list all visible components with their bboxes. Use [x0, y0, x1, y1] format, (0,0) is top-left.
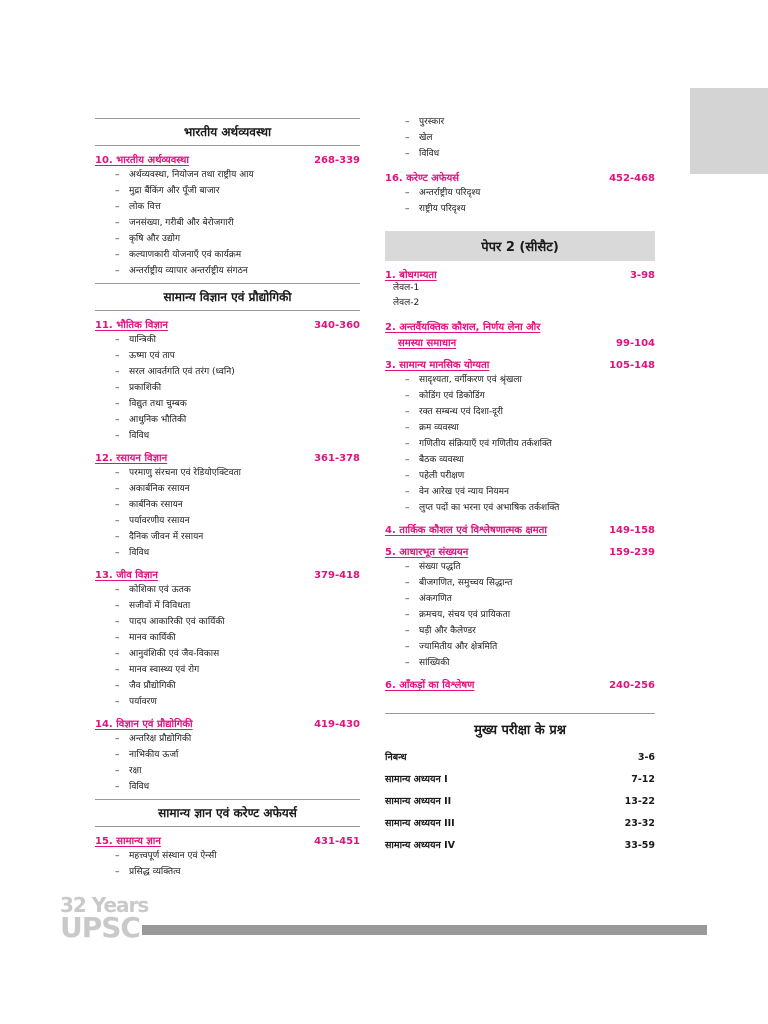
chapter-row — [385, 677, 655, 691]
chapter-title: 2. अन्तर्वैयक्तिक कौशल, निर्णय लेना और — [385, 322, 541, 333]
topic-item: – विविध — [115, 548, 150, 558]
chapter-title: 4. तार्किक कौशल एवं विश्लेषणात्मक क्षमता — [385, 525, 547, 536]
topic-list — [95, 848, 360, 880]
topic-item: – घड़ी और कैलेण्डर — [405, 626, 476, 636]
topic-item: – कार्बनिक रसायन — [115, 500, 183, 510]
mains-row: सामान्य अध्ययन III 23-32 — [385, 818, 655, 829]
footer-logo — [60, 893, 149, 944]
mains-row: सामान्य अध्ययन IV 33-59 — [385, 840, 655, 851]
chapter-pages: 268-339 — [314, 155, 360, 166]
chapter-title: 14. विज्ञान एवं प्रौद्योगिकी — [95, 719, 193, 730]
mains-list — [385, 747, 655, 857]
chapter-row — [385, 357, 655, 371]
topic-item: – गणितीय संक्रियाएँ एवं गणितीय तर्कशक्ति — [405, 439, 552, 449]
topic-item: – अन्तर्राष्ट्रीय परिदृश्य — [405, 188, 481, 198]
topic-item: – बीजगणित, समुच्चय सिद्धान्त — [405, 578, 513, 588]
chapter-pages: 419-430 — [314, 719, 360, 730]
topic-item: – लुप्त पदों का भरना एवं अभाषिक तर्कशक्ति — [405, 503, 560, 513]
topic-list — [95, 465, 360, 561]
topic-item: – अकार्बनिक रसायन — [115, 484, 190, 494]
topic-item: – अन्तर्राष्ट्रीय व्यापार अन्तर्राष्ट्रीय संगठन — [115, 266, 248, 276]
topic-item: – खेल — [405, 133, 433, 143]
topic-item: – मुद्रा बैंकिंग और पूँजी बाजार — [115, 186, 220, 196]
footer-brand: UPSC — [60, 911, 140, 944]
chapter-title: 1. बोधगम्यता — [385, 270, 437, 281]
topic-item: – क्रम व्यवस्था — [405, 423, 459, 433]
chapter-row — [95, 152, 360, 166]
topic-list — [385, 114, 655, 162]
topic-item: – पहेली परीक्षण — [405, 471, 465, 481]
topic-item: – सरल आवर्तगति एवं तरंग (ध्वनि) — [115, 367, 235, 377]
topic-item: – प्रसिद्ध व्यक्तित्व — [115, 867, 181, 877]
topic-item: – अन्तरिक्ष प्रौद्योगिकी — [115, 734, 192, 744]
chapter-pages: 3-98 — [629, 270, 655, 281]
chapter-row — [385, 267, 655, 281]
mains-heading: मुख्य परीक्षा के प्रश्न — [385, 713, 655, 742]
topic-item: – ऊष्मा एवं ताप — [115, 351, 175, 361]
topic-item: – सजीवों में विविधता — [115, 601, 191, 611]
paper2-heading: पेपर 2 (सीसैट) — [385, 231, 655, 261]
topic-item: – कोडिंग एवं डिकोडिंग — [405, 391, 485, 401]
chapter-pages: 240-256 — [609, 680, 655, 691]
chapter-title: 5. आधारभूत संख्ययन — [385, 547, 469, 558]
topic-item: – बैठक व्यवस्था — [405, 455, 464, 465]
topic-item: – क्रमचय, संचय एवं प्रायिकता — [405, 610, 511, 620]
topic-item: – मानव स्वास्थ्य एवं रोग — [115, 665, 200, 675]
topic-item: – लोक वित्त — [115, 202, 161, 212]
chapter-pages: 340-360 — [314, 320, 360, 331]
chapter-row — [95, 317, 360, 331]
chapter-row — [385, 170, 655, 184]
chapter-title-cont: समस्या समाधान — [398, 338, 457, 349]
topic-item: – अंकगणित — [405, 594, 452, 604]
chapter-pages: 99-104 — [616, 338, 655, 349]
topic-list — [385, 559, 655, 671]
topic-list — [95, 582, 360, 710]
chapter-title: 12. रसायन विज्ञान — [95, 453, 168, 464]
chapter-title: 13. जीव विज्ञान — [95, 570, 158, 581]
topic-list — [95, 731, 360, 795]
topic-item: – मानव कार्यिकी — [115, 633, 176, 643]
chapter-row — [95, 833, 360, 847]
chapter-title: 10. भारतीय अर्थव्यवस्था — [95, 155, 189, 166]
chapter-row — [95, 450, 360, 464]
chapter-pages: 361-378 — [314, 453, 360, 464]
chapter-row — [385, 544, 655, 558]
topic-item: – कोशिका एवं ऊतक — [115, 585, 191, 595]
topic-item: – पर्यावरणीय रसायन — [115, 516, 190, 526]
topic-item: – विविध — [115, 782, 150, 792]
section-heading: सामान्य ज्ञान एवं करेण्ट अफेयर्स — [95, 799, 360, 827]
topic-item: – विद्युत तथा चुम्बक — [115, 399, 187, 409]
right-column — [385, 114, 655, 857]
topic-list — [385, 372, 655, 516]
topic-list — [95, 332, 360, 444]
topic-item: – संख्या पद्धति — [405, 562, 461, 572]
footer-years: 32 Years — [60, 893, 149, 917]
left-column — [95, 114, 360, 882]
mains-row: निबन्ध 3-6 — [385, 752, 655, 763]
topic-item: – सांख्यिकी — [405, 658, 450, 668]
topic-item: – आनुवंशिकी एवं जैव-विकास — [115, 649, 220, 659]
topic-item: – विविध — [405, 149, 440, 159]
topic-item: – रक्षा — [115, 766, 142, 776]
chapter-pages: 431-451 — [314, 836, 360, 847]
chapter-title: 3. सामान्य मानसिक योग्यता — [385, 360, 490, 371]
topic-item: – जैव प्रौद्योगिकी — [115, 681, 176, 691]
section-heading: सामान्य विज्ञान एवं प्रौद्योगिकी — [95, 283, 360, 311]
level-item: लेवल-1 — [393, 283, 420, 293]
topic-item: – जनसंख्या, गरीबी और बेरोजगारी — [115, 218, 234, 228]
topic-list — [385, 185, 655, 217]
chapter-row — [95, 567, 360, 581]
topic-item: – प्रकाशिकी — [115, 383, 162, 393]
chapter-title: 6. आँकड़ों का विश्लेषण — [385, 680, 475, 691]
chapter-title: 15. सामान्य ज्ञान — [95, 836, 161, 847]
topic-item: – पर्यावरण — [115, 697, 157, 707]
chapter-row — [385, 522, 655, 536]
chapter-pages: 149-158 — [609, 525, 655, 536]
topic-item: – पुरस्कार — [405, 117, 445, 127]
topic-item: – कृषि और उद्योग — [115, 234, 181, 244]
chapter-title: 16. करेण्ट अफेयर्स — [385, 173, 460, 184]
topic-item: – सादृश्यता, वर्गीकरण एवं श्रृंखला — [405, 375, 522, 385]
topic-item: – परमाणु संरचना एवं रेडियोएक्टिवता — [115, 468, 241, 478]
chapter-title: 11. भौतिक विज्ञान — [95, 320, 168, 331]
chapter-pages: 105-148 — [609, 360, 655, 371]
level-item: लेवल-2 — [393, 298, 420, 308]
side-tab — [690, 88, 768, 174]
topic-item: – ज्यामितीय और क्षेत्रमिति — [405, 642, 498, 652]
topic-item: – दैनिक जीवन में रसायन — [115, 532, 204, 542]
footer-bar — [142, 925, 707, 935]
topic-item: – राष्ट्रीय परिदृश्य — [405, 204, 466, 214]
mains-row: सामान्य अध्ययन II 13-22 — [385, 796, 655, 807]
topic-item: – अर्थव्यवस्था, नियोजन तथा राष्ट्रीय आय — [115, 170, 254, 180]
topic-item: – महत्त्वपूर्ण संस्थान एवं ऐन्सी — [115, 851, 217, 861]
chapter-pages: 379-418 — [314, 570, 360, 581]
topic-item: – कल्याणकारी योजनाएँ एवं कार्यक्रम — [115, 250, 242, 260]
topic-item: – विविध — [115, 431, 150, 441]
topic-item: – रक्त सम्बन्ध एवं दिशा-दूरी — [405, 407, 503, 417]
topic-item: – यान्त्रिकी — [115, 335, 157, 345]
chapter-row — [95, 716, 360, 730]
topic-item: – पादप आकारिकी एवं कार्यिकी — [115, 617, 225, 627]
topic-item: – नाभिकीय ऊर्जा — [115, 750, 179, 760]
chapter-pages: 159-239 — [609, 547, 655, 558]
section-heading: भारतीय अर्थव्यवस्था — [95, 118, 360, 146]
topic-list — [95, 167, 360, 279]
topic-item: – आधुनिक भौतिकी — [115, 415, 187, 425]
topic-item: – वेन आरेख एवं न्याय नियमन — [405, 487, 510, 497]
mains-row: सामान्य अध्ययन I 7-12 — [385, 774, 655, 785]
chapter-row — [385, 319, 655, 349]
chapter-pages: 452-468 — [609, 173, 655, 184]
